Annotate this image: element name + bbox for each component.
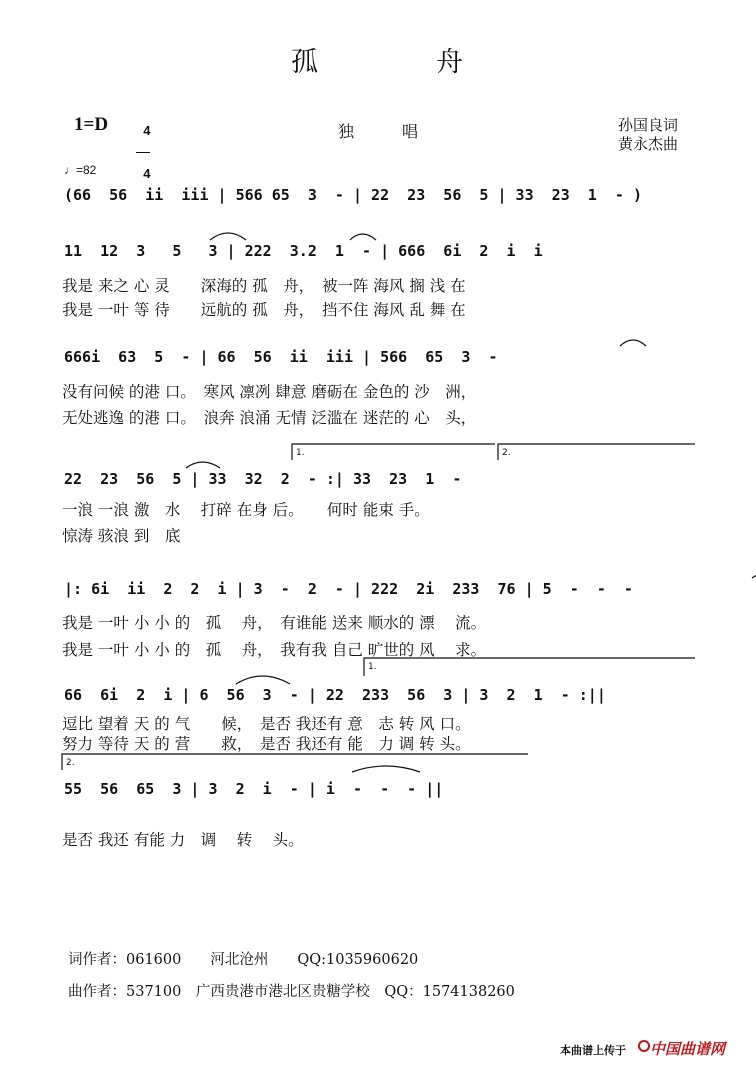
site-logo-icon <box>638 1040 650 1052</box>
tie-slur <box>236 676 290 684</box>
tie-slur <box>210 233 246 240</box>
volta-1-label: 1. <box>296 448 305 458</box>
site-brand[interactable]: 中国曲谱网 <box>650 1041 726 1058</box>
notation-line-1: (66 56 ii iii | 566 65 3 - | 22 23 56 5 | 33 23 1 - ) <box>64 186 642 204</box>
lyricist-contact: 词作者：061600 河北沧州 QQ:1035960620 <box>68 952 419 968</box>
volta-2-label: 2. <box>66 758 75 768</box>
lyric-line: 惊涛 骇浪 到 底 <box>62 527 181 545</box>
lyric-line: 没有问候 的港 口。 寒风 凛冽 肆意 磨砺在 金色的 沙 洲， <box>62 383 477 401</box>
tempo-marking: ♩=82 <box>64 163 97 177</box>
meter-bottom: 4 <box>143 166 151 181</box>
lyric-line: 努力 等待 天 的 营 救， 是否 我还有 能 力 调 转 头。 <box>62 735 471 753</box>
tie-slur <box>350 234 376 240</box>
lyric-line: 我是 来之 心 灵 深海的 孤 舟， 被一阵 海风 搁 浅 在 <box>62 277 466 295</box>
volta-bracket-1 <box>364 658 695 676</box>
tie-slur <box>620 340 646 346</box>
tie-slur <box>186 462 220 468</box>
lyric-line: 我是 一叶 小 小 的 孤 舟， 有谁能 送来 顺水的 漂 流。 <box>62 614 487 632</box>
notation-line-2: 11 12 3 5 3 | 222 3.2 1 - | 666 6i 2 i i <box>64 242 543 260</box>
upload-note: 本曲谱上传于 <box>560 1045 626 1057</box>
volta-bracket-2 <box>498 444 695 460</box>
volta-1-label: 1. <box>368 662 377 672</box>
volta-2-label: 2. <box>502 448 511 458</box>
lyric-line: 我是 一叶 等 待 远航的 孤 舟， 挡不住 海风 乱 舞 在 <box>62 301 466 319</box>
notation-line-4: 22 23 56 5 | 33 32 2 - :| 33 23 1 - <box>64 470 462 488</box>
composer-credit: 黄永杰曲 <box>618 135 679 153</box>
lyric-line: 无处逃逸 的港 口。 浪奔 浪涌 无情 泛滥在 迷茫的 心 头， <box>62 409 477 427</box>
notation-line-6: 66 6i 2 i | 6 56 3 - | 22 233 56 3 | 3 2 1 - :|| <box>64 686 606 704</box>
composer-contact: 曲作者：537100 广西贵港市港北区贵糖学校 QQ：1574138260 <box>68 984 515 1000</box>
volta-bracket-2 <box>62 754 528 770</box>
song-title: 孤 舟 <box>291 47 465 78</box>
notation-line-5: |: 6i ii 2 2 i | 3 - 2 - | 222 2i 233 76 | 5 - - - <box>64 580 633 598</box>
volta-bracket-1 <box>292 444 495 460</box>
tie-slur <box>352 766 420 772</box>
lyric-line: 一浪 一浪 激 水 打碎 在身 后。 何时 能束 手。 <box>62 501 430 519</box>
tie-slur <box>752 573 756 578</box>
lyric-line: 我是 一叶 小 小 的 孤 舟， 我有我 自己 旷世的 风 求。 <box>62 641 487 659</box>
lyricist-credit: 孙国良词 <box>618 116 679 134</box>
lyric-line: 逗比 望着 天 的 气 候， 是否 我还有 意 志 转 风 口。 <box>62 715 471 733</box>
performance-type: 独 唱 <box>337 122 418 141</box>
meter-top: 4 <box>143 123 151 138</box>
lyric-line: 是否 我还 有能 力 调 转 头。 <box>62 831 304 849</box>
key-signature: 1=D <box>74 114 109 135</box>
notation-line-3: 666i 63 5 - | 66 56 ii iii | 566 65 3 - <box>64 348 498 366</box>
notation-line-7: 55 56 65 3 | 3 2 i - | i - - - || <box>64 780 444 798</box>
